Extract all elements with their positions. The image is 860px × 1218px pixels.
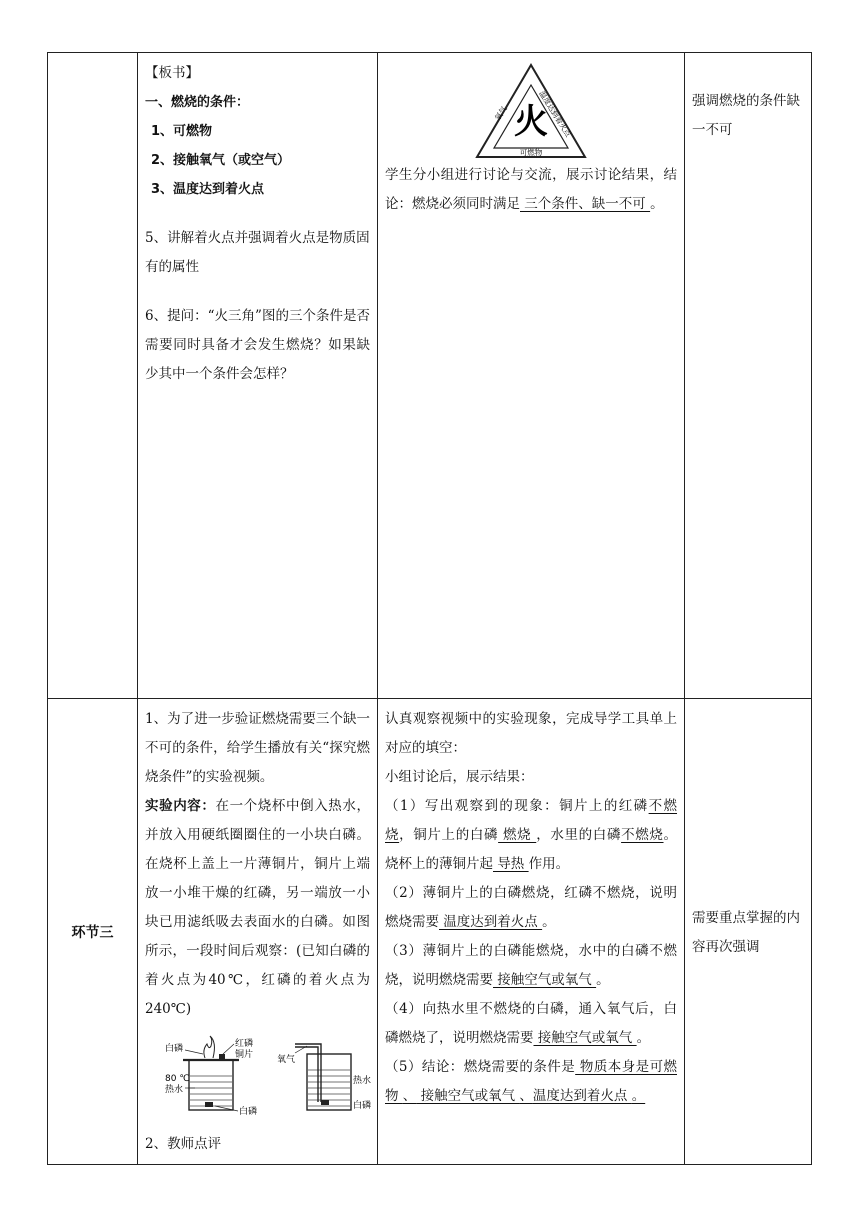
triangle-left-label: 氧气: [493, 104, 509, 123]
board-item-1: 1、可燃物: [151, 124, 213, 139]
question-3: （3）薄铜片上的白磷能燃烧，水中的白磷不燃烧，说明燃烧需要 接触空气或氧气 。: [385, 943, 677, 988]
svg-text:白磷: 白磷: [353, 1101, 372, 1111]
note-cell: [685, 699, 812, 1165]
stage-cell-empty: [48, 53, 138, 699]
experiment-description: 实验内容：在一个烧杯中倒入热水，并放入用硬纸圈圈住的一小块白磷。在烧杯上盖上一片薄铜片，铜片上端放一小堆干燥的红磷，另一端放一小块已用滤纸吸去表面水的白磷。如图所示，一段时间后观察：(已知白磷的着火点为40℃，红磷的着火点为240℃): [145, 798, 370, 1017]
triangle-center-label: 火: [514, 102, 548, 142]
svg-text:热水: 热水: [165, 1085, 184, 1095]
table-row: [48, 53, 812, 699]
beaker-figure-2: [277, 1044, 371, 1111]
board-title: 【板书】: [145, 65, 199, 81]
svg-text:铜片: 铜片: [235, 1050, 254, 1060]
triangle-conclusion: 学生分小组进行讨论与交流，展示讨论结果，结论：燃烧必须同时满足 三个条件、缺一不可 。: [385, 167, 677, 212]
question-2: （2）薄铜片上的白磷燃烧，红磷不燃烧，说明燃烧需要 温度达到着火点 。: [385, 885, 677, 930]
answer-blank: 三个条件、缺一不可: [520, 196, 651, 212]
svg-text:白磷: 白磷: [239, 1107, 258, 1117]
note-text: 需要重点掌握的内容再次强调: [692, 909, 800, 955]
svg-text:红磷: 红磷: [235, 1039, 254, 1049]
question-5: （5）结论：燃烧需要的条件是 物质本身是可燃物 、 接触空气或氧气 、温度达到着火点 。: [385, 1059, 677, 1104]
note-cell: [685, 53, 812, 699]
teacher-activity-cell: [138, 699, 378, 1165]
student-intro: 认真观察视频中的实验现象，完成导学工具单上对应的填空：: [385, 711, 677, 756]
student-activity-cell: [378, 699, 685, 1165]
paragraph-2: 2、教师点评: [145, 1136, 222, 1152]
question-1: （1）写出观察到的现象：铜片上的红磷不燃烧，铜片上的白磷 燃烧 ，水里的白磷不燃烧。烧杯上的薄铜片起 导热 作用。: [385, 798, 678, 872]
triangle-right-label: 温度达到着火点: [537, 89, 573, 139]
question-4: （4）向热水里不燃烧的白磷，通入氧气后，白磷燃烧了，说明燃烧需要 接触空气或氧气 。: [385, 1001, 677, 1046]
paragraph-6: 6、提问：“火三角”图的三个条件是否需要同时具备才会发生燃烧？如果缺少其中一个条件会怎样？: [145, 308, 370, 382]
paragraph-1: 1、为了进一步验证燃烧需要三个缺一不可的条件，给学生播放有关“探究燃烧条件”的实验视频。: [145, 711, 370, 785]
beaker-figure-1: [165, 1036, 257, 1117]
svg-text:氧气: 氧气: [277, 1055, 296, 1065]
svg-text:白磷: 白磷: [165, 1044, 184, 1054]
student-discuss: 小组讨论后，展示结果：: [385, 769, 534, 785]
board-item-3: 3、温度达到着火点: [151, 182, 265, 197]
table-row: [48, 699, 812, 1165]
svg-text:80 ℃: 80 ℃: [165, 1074, 190, 1084]
fire-triangle-diagram: [471, 61, 591, 161]
lesson-plan-table: [47, 52, 812, 1165]
experiment-figures: [145, 1030, 370, 1130]
note-text: 强调燃烧的条件缺一不可: [692, 93, 800, 138]
paragraph-5: 5、讲解着火点并强调着火点是物质固有的属性: [145, 230, 370, 275]
board-item-2: 2、接触氧气（或空气）: [151, 153, 291, 168]
student-activity-cell: [378, 53, 685, 699]
teacher-activity-cell: [138, 53, 378, 699]
svg-text:热水: 热水: [353, 1076, 372, 1086]
triangle-bottom-label: 可燃物: [519, 148, 543, 157]
stage-cell: 环节三: [48, 699, 138, 1165]
board-heading: 一、燃烧的条件：: [145, 95, 250, 110]
